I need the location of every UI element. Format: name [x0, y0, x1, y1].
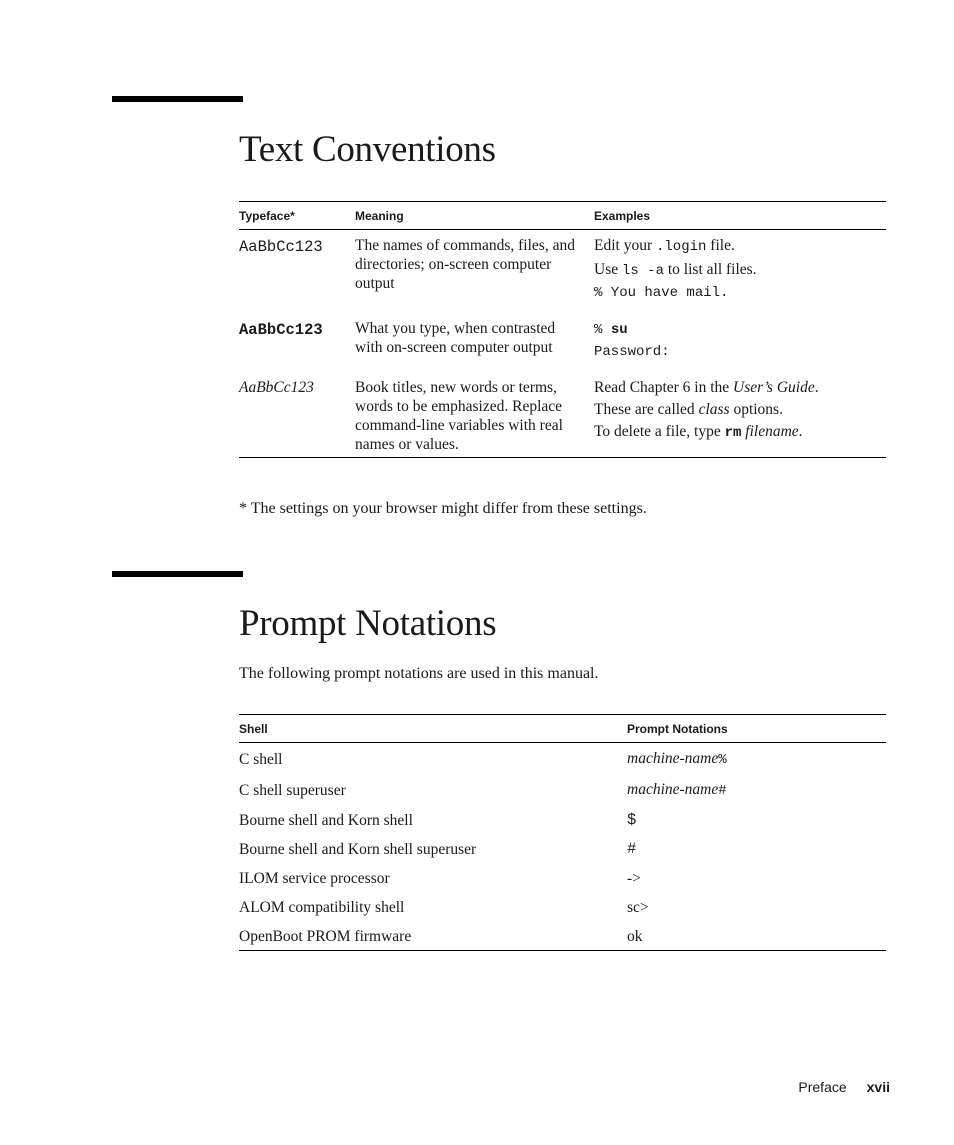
typeface-sample-italic: AaBbCc123	[239, 372, 355, 458]
examples-cell	[594, 313, 886, 372]
example-line: Password:	[594, 344, 670, 360]
page-footer	[798, 1079, 890, 1095]
table-row	[239, 743, 886, 775]
text-conventions-table	[239, 201, 886, 458]
prompt-cell: $	[627, 811, 637, 829]
footnote: * The settings on your browser might differ from these settings.	[239, 500, 647, 517]
page-number: xvii	[866, 1079, 890, 1095]
typeface-sample-mono: AaBbCc123	[239, 238, 323, 256]
meaning-cell: What you type, when contrasted with on-screen computer output	[355, 320, 556, 356]
intro-paragraph: The following prompt notations are used in this manual.	[239, 665, 599, 682]
example-line: % You have mail.	[594, 285, 729, 301]
typeface-sample-bold-mono: AaBbCc123	[239, 321, 323, 339]
prompt-cell: machine-name%	[627, 750, 727, 768]
table-row	[239, 372, 886, 458]
table-row	[239, 313, 886, 372]
example-line: % su	[594, 322, 628, 338]
shell-cell: Bourne shell and Korn shell superuser	[239, 841, 477, 858]
table-row	[239, 892, 886, 921]
section-rule-text-conventions	[112, 96, 243, 102]
footer-section: Preface	[798, 1079, 847, 1095]
table-row	[239, 863, 886, 892]
example-line: Use ls -a to list all files.	[594, 261, 757, 279]
meaning-cell: Book titles, new words or terms, words to be emphasized. Replace command-line variables with real names or values.	[355, 372, 594, 458]
table-row	[239, 774, 886, 805]
examples-cell	[594, 372, 886, 458]
table-row	[239, 921, 886, 951]
heading-text-conventions: Text Conventions	[239, 129, 496, 170]
shell-cell: C shell	[239, 751, 283, 768]
example-line: Edit your .login file.	[594, 237, 735, 255]
shell-cell: OpenBoot PROM firmware	[239, 921, 627, 951]
prompt-cell: machine-name#	[627, 781, 727, 799]
col-header-shell: Shell	[239, 715, 627, 743]
meaning-cell: The names of commands, files, and directories; on-screen computer output	[355, 237, 575, 292]
section-rule-prompt-notations	[112, 571, 243, 577]
shell-cell: ILOM service processor	[239, 870, 390, 887]
heading-prompt-notations: Prompt Notations	[239, 603, 497, 644]
prompt-cell: ->	[627, 870, 641, 887]
prompt-cell: ok	[627, 921, 886, 951]
table-row	[239, 834, 886, 863]
prompt-cell: #	[627, 840, 637, 858]
table-header-row	[239, 202, 886, 230]
prompt-notations-table	[239, 714, 886, 951]
example-line: To delete a file, type rm filename.	[594, 423, 803, 441]
example-line: Read Chapter 6 in the User’s Guide.	[594, 379, 819, 396]
table-row	[239, 230, 886, 314]
examples-cell	[594, 230, 886, 314]
col-header-typeface: Typeface*	[239, 202, 355, 230]
example-line: These are called class options.	[594, 401, 783, 418]
col-header-examples: Examples	[594, 202, 886, 230]
table-row	[239, 805, 886, 834]
col-header-meaning: Meaning	[355, 202, 594, 230]
table-header-row	[239, 715, 886, 743]
col-header-prompt: Prompt Notations	[627, 715, 886, 743]
shell-cell: C shell superuser	[239, 782, 346, 799]
prompt-cell: sc>	[627, 899, 649, 916]
shell-cell: Bourne shell and Korn shell	[239, 812, 413, 829]
shell-cell: ALOM compatibility shell	[239, 899, 405, 916]
